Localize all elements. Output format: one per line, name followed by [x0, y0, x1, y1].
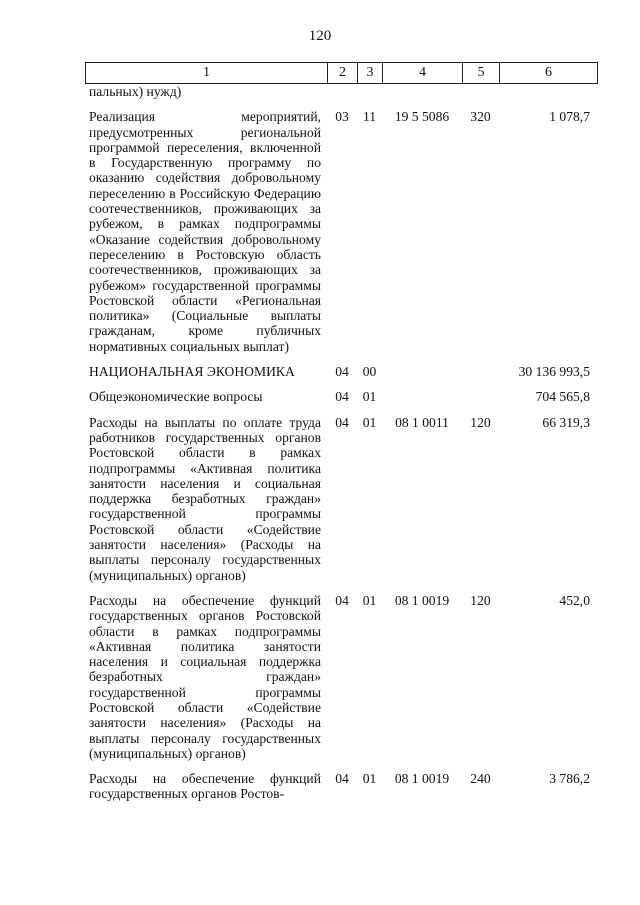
row-expense-type: 320 — [470, 109, 491, 125]
row-subsection: 01 — [362, 389, 377, 405]
header-col-4: 4 — [383, 63, 463, 84]
row-expense-type: 240 — [470, 771, 491, 787]
row-description: Реализация мероприятий, предусмотренных региональной программой переселения, включенной в Государственную программу по оказанию содействия добровольному переселению в Российскую Федерацию соотечественников, проживающих за рубежом, в рамках подпрограммы «Оказание содействия добровольному переселению в Ростовскую область соотечественников, проживающих за рубежом» государственной программы Ростовской области «Региональная политика» (Социальные выплаты гражданам, кроме публичных нормативных социальных выплат) — [89, 109, 321, 354]
row-amount: 66 319,3 — [542, 414, 590, 430]
table-header — [85, 62, 598, 84]
row-amount: 1 078,7 — [549, 109, 590, 125]
row-section: 04 — [335, 414, 349, 430]
row-section — [327, 84, 357, 109]
budget-table — [85, 84, 597, 802]
row-expense-type — [462, 84, 499, 109]
table-row — [85, 84, 597, 109]
row-description: НАЦИОНАЛЬНАЯ ЭКОНОМИКА — [89, 364, 295, 380]
row-target-article: 08 1 0019 — [394, 771, 450, 787]
row-section: 04 — [335, 364, 349, 380]
table-row — [85, 364, 597, 389]
row-amount: 452,0 — [559, 592, 590, 608]
header-col-1: 1 — [86, 63, 328, 84]
row-expense-type — [462, 364, 499, 389]
row-subsection: 01 — [362, 592, 377, 608]
row-description: Расходы на обеспечение функций государственных органов Ростов- — [89, 771, 321, 802]
row-target-article: 19 5 5086 — [394, 109, 450, 125]
header-col-6: 6 — [500, 63, 598, 84]
header-col-2: 2 — [328, 63, 358, 84]
row-description: Расходы на обеспечение функций государственных органов Ростовской области в рамках подпрограммы «Активная политика занятости населения и социальная поддержка безработных граждан» государственной программы Ростовской области «Содействие занятости населения» (Расходы на выплаты персоналу государственных (муниципальных) органов) — [89, 592, 321, 761]
row-amount — [499, 84, 597, 109]
table-row — [85, 109, 597, 364]
row-target-article: 08 1 0019 — [394, 592, 450, 608]
row-target-article: 08 1 0011 — [395, 414, 449, 430]
row-description: пальных) нужд) — [89, 84, 182, 99]
table-row — [85, 389, 597, 414]
row-subsection: 01 — [362, 414, 377, 430]
table-row — [85, 593, 597, 771]
row-description: Общеэкономические вопросы — [89, 389, 263, 405]
row-description: Расходы на выплаты по оплате труда работников государственных органов Ростовской области в рамках подпрограммы «Активная политика занятости населения и социальная поддержка безработных граждан» государственной программы Ростовской области «Содействие занятости населения» (Расходы на выплаты персоналу государственных (муниципальных) органов) — [89, 414, 321, 583]
row-expense-type: 120 — [470, 414, 491, 430]
row-target-article — [382, 84, 462, 109]
row-target-article — [382, 389, 462, 414]
row-subsection: 00 — [362, 364, 377, 380]
row-amount: 3 786,2 — [549, 771, 590, 787]
row-subsection: 11 — [362, 109, 377, 125]
header-col-3: 3 — [358, 63, 383, 84]
row-section: 04 — [335, 389, 349, 405]
row-amount: 704 565,8 — [535, 389, 590, 405]
row-target-article — [382, 364, 462, 389]
header-col-5: 5 — [463, 63, 500, 84]
row-expense-type — [462, 389, 499, 414]
page-number: 120 — [308, 28, 332, 44]
row-expense-type: 120 — [470, 592, 491, 608]
row-subsection — [357, 84, 382, 109]
header-row — [86, 63, 598, 84]
table-row — [85, 415, 597, 593]
row-amount: 30 136 993,5 — [518, 364, 590, 380]
row-section: 04 — [335, 771, 349, 787]
row-section: 04 — [335, 592, 349, 608]
table-row — [85, 771, 597, 802]
row-subsection: 01 — [362, 771, 377, 787]
row-section: 03 — [335, 109, 349, 125]
